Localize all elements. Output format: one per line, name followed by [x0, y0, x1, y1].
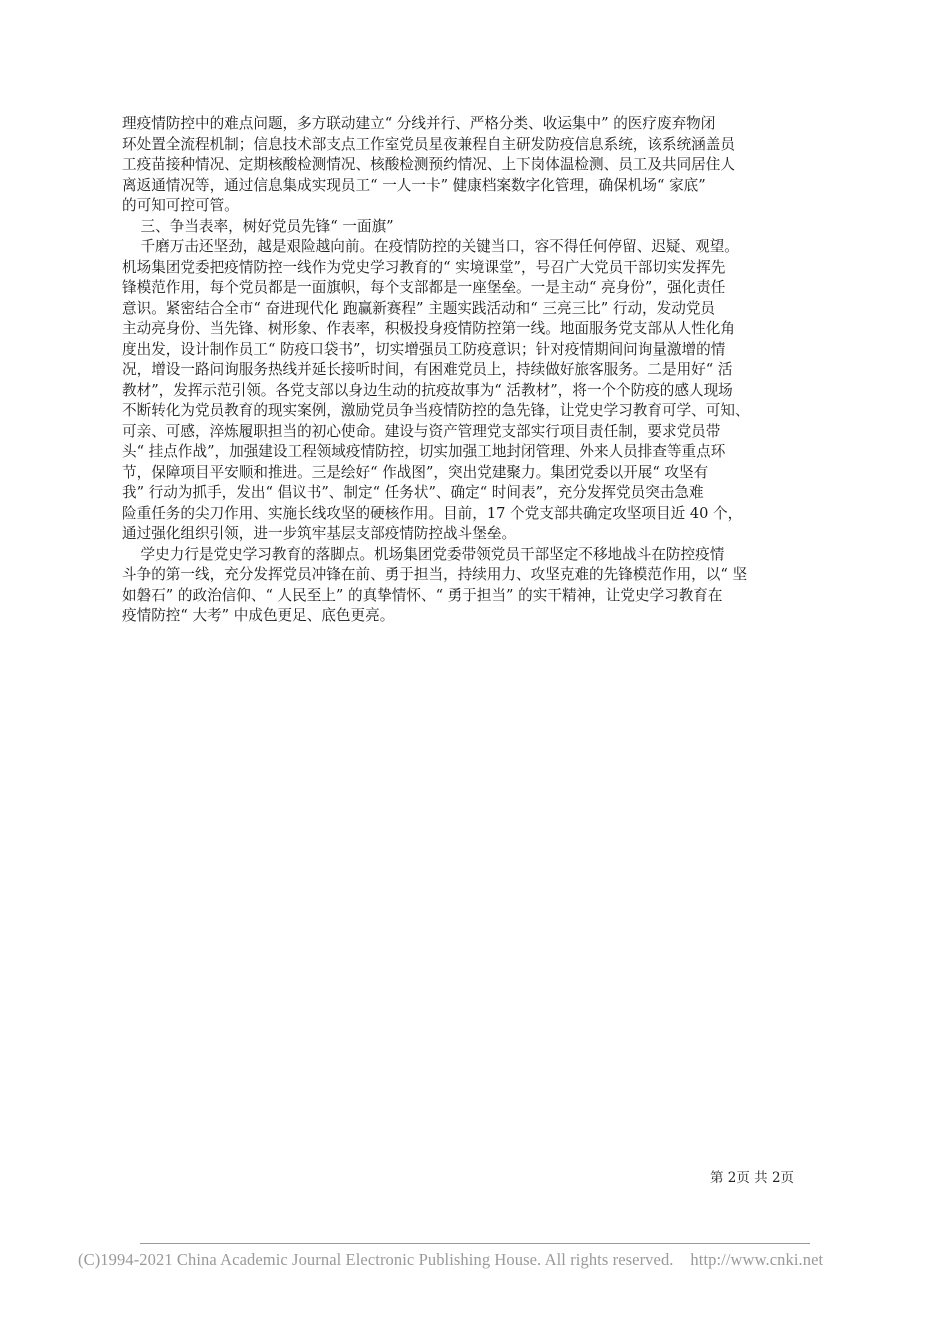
text-line: 不断转化为党员教育的现实案例，激励党员争当疫情防控的急先锋，让党史学习教育可学、可知、	[122, 402, 750, 419]
article-body	[122, 114, 842, 627]
text-line: 锋模范作用，每个党员都是一面旗帜，每个支部都是一座堡垒。一是主动“ 亮身份”，强化责任	[122, 279, 726, 296]
copyright-notice: (C)1994-2021 China Academic Journal Electronic Publishing House. All rights reserved. http://www.cnki.net	[78, 1250, 824, 1269]
text-line: 环处置全流程机制；信息技术部支点工作室党员星夜兼程自主研发防疫信息系统，该系统涵盖员	[122, 135, 735, 153]
text-line: 工疫苗接种情况、定期核酸检测情况、核酸检测预约情况、上下岗体温检测、员工及共同居住人	[122, 156, 735, 173]
text-line: 斗争的第一线，充分发挥党员冲锋在前、勇于担当，持续用力、攻坚克难的先锋模范作用，以“ 坚	[122, 566, 748, 583]
text-line: 我” 行动为抓手，发出“ 倡议书”、制定“ 任务状”、确定“ 时间表”，充分发挥党员突击急难	[122, 484, 704, 501]
text-line: 离返通情况等，通过信息集成实现员工“ 一人一卡” 健康档案数字化管理，确保机场“ 家底”	[122, 176, 706, 194]
text-line: 通过强化组织引领，进一步筑牢基层支部疫情防控战斗堡垒。	[122, 525, 517, 542]
text-line: 教材”，发挥示范引领。各党支部以身边生动的抗疫故事为“ 活教材”，将一个个防疫的感人现场	[122, 381, 733, 399]
text-line: 可亲、可感，淬炼履职担当的初心使命。建设与资产管理党支部实行项目责任制，要求党员带	[122, 422, 721, 440]
text-line: 如磐石” 的政治信仰、“ 人民至上” 的真挚情怀、“ 勇于担当” 的实干精神，让党史学习教育在	[122, 586, 723, 604]
section-heading: 三、争当表率，树好党员先锋“ 一面旗”	[122, 217, 394, 235]
text-line: 学史力行是党史学习教育的落脚点。机场集团党委带领党员干部坚定不移地战斗在防控疫情	[122, 545, 725, 563]
text-line: 意识。紧密结合全市“ 奋进现代化 跑赢新赛程” 主题实践活动和“ 三亮三比” 行动，发动党员	[122, 299, 716, 317]
text-line: 千磨万击还坚劲，越是艰险越向前。在疫情防控的关键当口，容不得任何停留、迟疑、观望。	[122, 238, 739, 255]
text-line: 头“ 挂点作战”，加强建设工程领域疫情防控，切实加强工地封闭管理、外来人员排查等重点环	[122, 443, 726, 460]
text-line: 机场集团党委把疫情防控一线作为党史学习教育的“ 实境课堂”，号召广大党员干部切实发挥先	[122, 258, 726, 276]
text-line: 况，增设一路问询服务热线并延长接听时间，有困难党员上，持续做好旅客服务。二是用好“ 活	[122, 361, 733, 378]
text-line: 主动亮身份、当先锋、树形象、作表率，积极投身疫情防控第一线。地面服务党支部从人性化角	[122, 320, 735, 337]
text-line: 节，保障项目平安顺和推进。三是绘好“ 作战图”，突出党建聚力。集团党委以开展“ 攻坚有	[122, 463, 709, 481]
text-line: 险重任务的尖刀作用、实施长线攻坚的硬核作用。目前，17 个党支部共确定攻坚项目近 40 个，	[122, 504, 743, 522]
footer-divider	[140, 1243, 810, 1244]
text-line: 疫情防控“ 大考” 中成色更足、底色更亮。	[122, 607, 395, 624]
text-line: 理疫情防控中的难点问题，多方联动建立“ 分线并行、严格分类、收运集中” 的医疗废弃物闭	[122, 115, 716, 132]
page-number: 第 2页 共 2页	[710, 1170, 795, 1186]
text-line: 度出发，设计制作员工“ 防疫口袋书”，切实增强员工防疫意识；针对疫情期间问询量激增的情	[122, 340, 726, 358]
text-line: 的可知可控可管。	[122, 197, 239, 214]
